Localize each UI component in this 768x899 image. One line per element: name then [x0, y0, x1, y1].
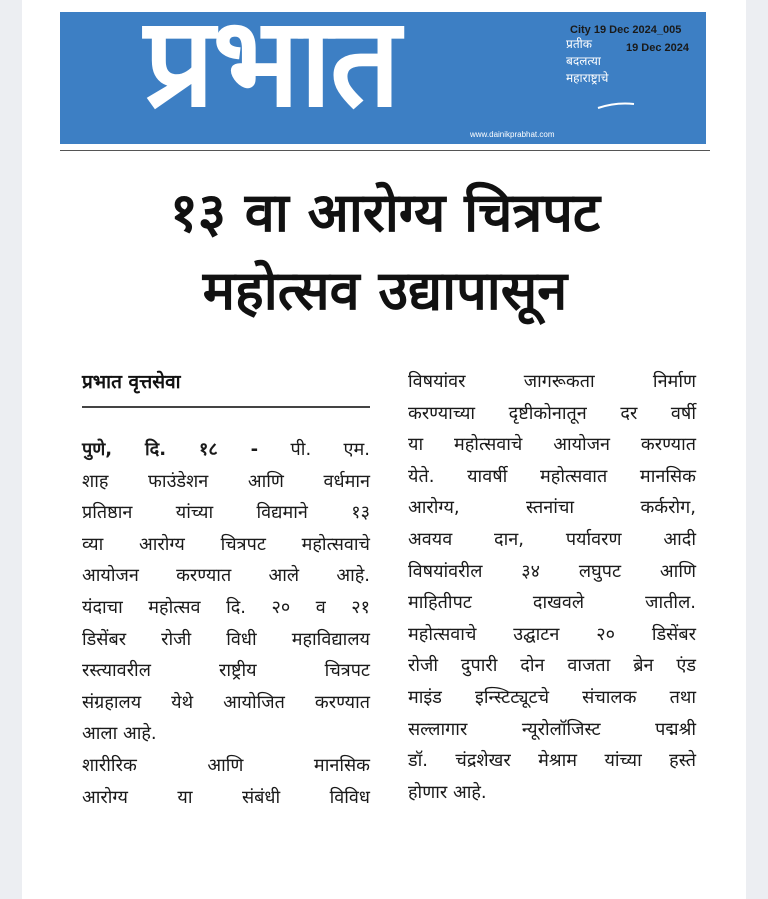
- newspaper-logo: प्रभात: [144, 12, 399, 135]
- article-text: पी. एम.: [258, 439, 370, 460]
- article-text: माहितीपट दाखवले जातील.: [408, 592, 696, 614]
- masthead-tagline: [566, 36, 608, 87]
- article-text: व्या आरोग्य चित्रपट महोत्सवाचे: [82, 533, 370, 555]
- tagline-line: प्रतीक: [566, 37, 592, 51]
- article-text-line: [82, 624, 370, 656]
- headline-line: महोत्सव उद्यापासून: [202, 259, 568, 322]
- article-text-line: [408, 524, 696, 556]
- edition-date: 19 Dec 2024: [626, 42, 689, 54]
- article-text: महोत्सवाचे उद्घाटन २० डिसेंबर: [408, 623, 696, 645]
- article-text-line: [408, 429, 696, 461]
- article-text-line: [408, 492, 696, 524]
- article-column-left: [82, 434, 370, 813]
- divider: [82, 406, 370, 408]
- article-text: विषयांवर जागरूकता निर्माण: [408, 371, 696, 392]
- article-text-line: [82, 497, 370, 529]
- article-text-line: [82, 434, 370, 466]
- article-text-line: [408, 745, 696, 777]
- byline: प्रभात वृत्तसेवा: [82, 371, 181, 393]
- article-text: संग्रहालय येथे आयोजित करण्यात: [82, 691, 370, 713]
- article-text-line: [82, 750, 370, 782]
- article-text-line: [408, 556, 696, 588]
- article-text-line: [82, 466, 370, 498]
- article-text: येते. यावर्षी महोत्सवात मानसिक: [408, 465, 696, 487]
- headline-line: १३ वा आरोग्य चित्रपट: [169, 181, 601, 244]
- article-text-line: [408, 587, 696, 619]
- article-text-line: [82, 782, 370, 814]
- article-text: आला आहे.: [82, 723, 157, 745]
- article-text-line: [82, 560, 370, 592]
- edition-code: City 19 Dec 2024_005: [570, 24, 682, 36]
- article-text: डिसेंबर रोजी विधी महाविद्यालय: [82, 628, 370, 650]
- article-column-right: [408, 366, 696, 808]
- article-text: या महोत्सवाचे आयोजन करण्यात: [408, 434, 696, 456]
- article-text-line: [82, 655, 370, 687]
- swoosh-icon: [596, 100, 636, 110]
- tagline-line: महाराष्ट्राचे: [566, 71, 609, 85]
- article-text: डॉ. चंद्रशेखर मेश्राम यांच्या हस्ते: [408, 750, 696, 772]
- article-text-line: [408, 398, 696, 430]
- article-text-line: [82, 718, 370, 750]
- article-text: प्रतिष्ठान यांच्या विद्यमाने १३: [82, 502, 370, 524]
- article-text: विषयांवरील ३४ लघुपट आणि: [408, 560, 696, 582]
- article-text: सल्लागार न्यूरोलॉजिस्ट पद्मश्री: [408, 718, 696, 740]
- article-text-line: [408, 619, 696, 651]
- website-url: www.dainikprabhat.com: [470, 130, 555, 139]
- article-text-line: [82, 687, 370, 719]
- dateline: पुणे, दि. १८ -: [82, 439, 259, 460]
- article-text: रोजी दुपारी दोन वाजता ब्रेन एंड: [408, 655, 696, 677]
- article-text-line: [408, 650, 696, 682]
- article-text: रस्त्यावरील राष्ट्रीय चित्रपट: [82, 660, 370, 682]
- article-text-line: [408, 714, 696, 746]
- article-text-line: [408, 682, 696, 714]
- article-text: आयोजन करण्यात आले आहे.: [82, 565, 370, 587]
- article-text: शारीरिक आणि मानसिक: [82, 754, 370, 776]
- article-text-line: [408, 461, 696, 493]
- article-text: होणार आहे.: [408, 781, 487, 803]
- article-text: अवयव दान, पर्यावरण आदी: [408, 528, 696, 550]
- article-text: करण्याच्या दृष्टीकोनातून दर वर्षी: [408, 402, 696, 424]
- article-text: माइंड इन्स्टिट्यूटचे संचालक तथा: [408, 686, 696, 708]
- article-headline: [40, 174, 730, 330]
- tagline-line: बदलत्या: [566, 54, 601, 68]
- article-text: यंदाचा महोत्सव दि. २० व २१: [82, 596, 370, 618]
- article-text-line: [82, 529, 370, 561]
- divider: [60, 150, 710, 151]
- article-text: आरोग्य या संबंधी विविध: [82, 786, 370, 808]
- article-text-line: [408, 777, 696, 809]
- article-text: शाह फाउंडेशन आणि वर्धमान: [82, 470, 370, 492]
- article-text-line: [408, 366, 696, 398]
- article-text-line: [82, 592, 370, 624]
- article-text: आरोग्य, स्तनांचा कर्करोग,: [408, 497, 696, 519]
